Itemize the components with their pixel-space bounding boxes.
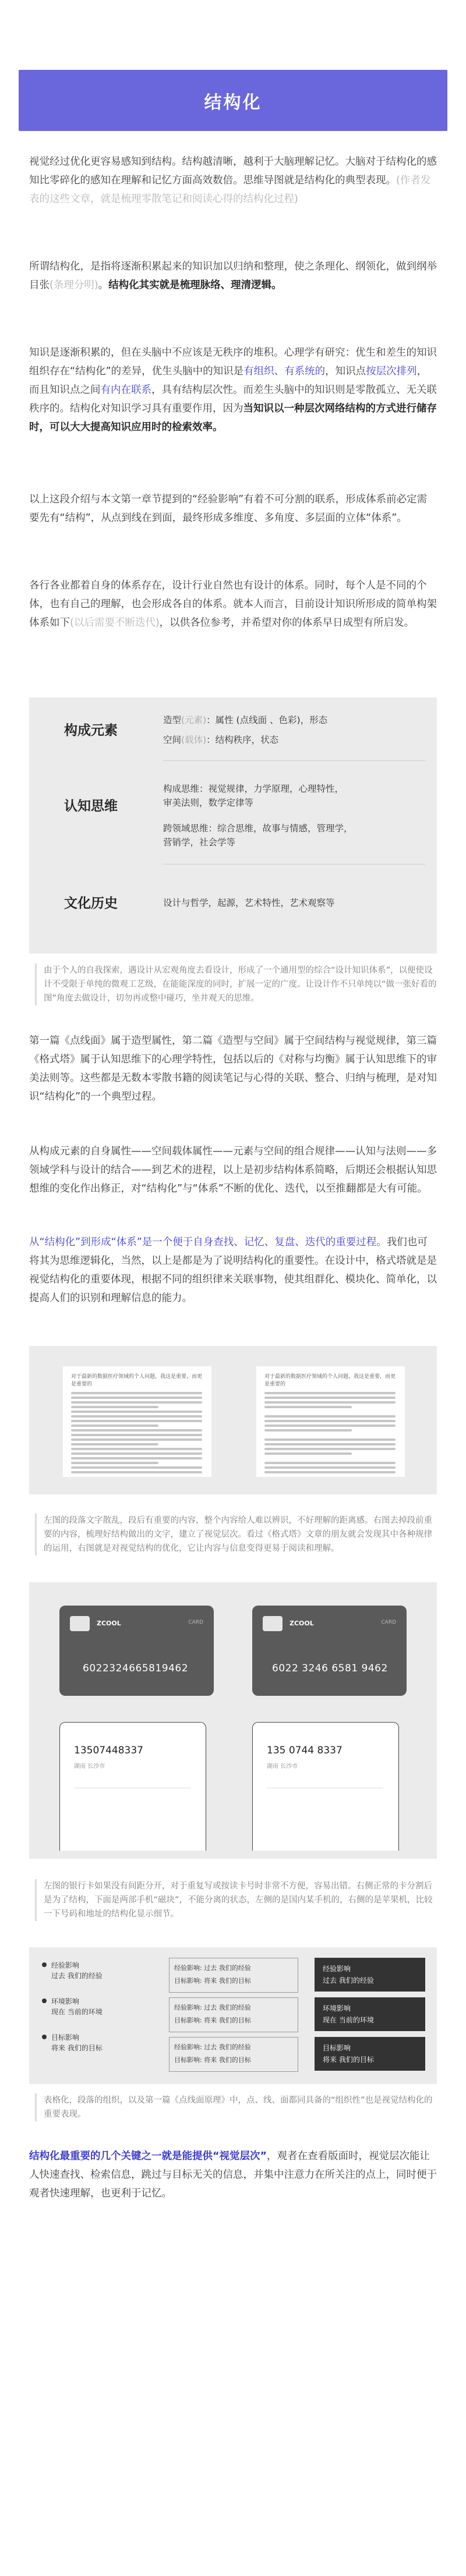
paragraph-text: 视觉经过优化更容易感知到结构。结构越清晰，越利于大脑理解记忆。大脑对于结构化的感知比零碎化的感知在理解和记忆方面高效数倍。思维导图就是结构化的典型表现。 xyxy=(29,156,437,186)
bullet-icon xyxy=(42,2035,47,2039)
card-heading: 对于最新的数据医疗领域的个人问题，我这是重要，而更是重要的 xyxy=(71,1374,203,1387)
card-brand: ZCOOL xyxy=(97,1620,121,1627)
list-item xyxy=(169,2037,298,2072)
text-card-unstructured xyxy=(63,1366,211,1477)
text-placeholder-bar xyxy=(71,1466,202,1469)
list-sublabel: 过去 我们的经验 xyxy=(323,1976,374,1985)
list-sublabel: 将来 我们的目标 xyxy=(323,2056,374,2064)
text-placeholder-bar xyxy=(264,1415,396,1418)
paragraph-text: 我们也可将其为思维逻辑化，当然，以上是都是为了说明结构化的重要性。在设计中，格式塔就是是视觉结构化的重要体现，根据不同的组织律来关联事物，使其组群化、模块化、简单化，以提高人们的识别和理解信息的能力。 xyxy=(29,1236,437,1304)
list-sublabel: 目标影响: 将来 我们的目标 xyxy=(174,1977,251,1985)
text-placeholder-bar xyxy=(264,1438,396,1441)
paragraph-progression: 从构成元素的自身属性——空间载体属性——元素与空间的组合规律——认知与法则——多领域学科与设计的结合——到艺术的进程，以上是初步结构体系简略，后期还会根据认知思想维的变化作出修正，对“结构化”与“体系”不断的优化、迭代，以至推翻都是大有可能。 xyxy=(29,1146,437,1195)
list-item xyxy=(315,1997,425,2031)
list-item xyxy=(315,1958,425,1992)
bank-card-unspaced xyxy=(59,1606,214,1696)
highlight-text: 按层次排列 xyxy=(366,366,417,377)
list-label: 目标影响 xyxy=(51,2033,80,2042)
framework-line: 设计与哲学，起源，艺术特性，艺术观察等 xyxy=(163,898,335,908)
caption-note: 表格化，段落的组织，以及第一篇《点线面原理》中，点、线、面都同具备的“组织性”也是视觉结构化的重要表现。 xyxy=(35,2093,440,2121)
text-placeholder-bar xyxy=(71,1411,202,1413)
list-label: 经验影响 xyxy=(323,1965,351,1973)
framework-header: 认知思维 xyxy=(64,799,118,814)
text-placeholder-bar xyxy=(71,1448,202,1450)
framework-line: 营销学，社会学等 xyxy=(163,837,236,848)
highlight-text: 有内在联系 xyxy=(100,384,151,396)
framework-line xyxy=(163,734,278,746)
line-aside: (元素) xyxy=(181,715,207,725)
framework-line: 跨领域思维：综合思维，故事与情感，管理学， xyxy=(163,823,353,834)
highlight-text: 从“结构化”到形成“体系”是一个便于自身查找、记忆、复盘、迭代的重要过程。 xyxy=(29,1236,387,1248)
framework-header: 构成元素 xyxy=(64,723,118,738)
list-sublabel: 现在 当前的环境 xyxy=(323,2016,374,2024)
list-sublabel: 现在 当前的环境 xyxy=(51,2008,103,2016)
bullet-icon xyxy=(42,1999,47,2003)
highlight-text: 有组织、有系统的 xyxy=(243,366,326,377)
text-placeholder-bar xyxy=(264,1420,396,1422)
line-text: ：属性 (点线面 、色彩)，形态 xyxy=(206,715,328,725)
text-placeholder-bar xyxy=(71,1438,202,1441)
caption-note: 左图的段落文字散乱，段后有重要的内容，整个内容给人难以辨识，不好理解的距离感。右图去掉段前重要的内容，梳理好结构做出的文字，建立了视觉层次。看过《格式塔》文章的朋友就会发现其中各种规律的运用，右图就是对视觉结构的优化，它让内容与信息变得更易于阅读和理解。 xyxy=(35,1514,440,1555)
card-list xyxy=(315,1958,425,2074)
text-placeholder-bar xyxy=(264,1452,352,1455)
paragraph-emphasis: 结构化其实就是梳理脉络、理清逻辑。 xyxy=(108,279,282,291)
paragraph-aside: (条理分明) xyxy=(50,279,98,291)
paragraph-hierarchy xyxy=(29,2147,437,2203)
text-card-structured xyxy=(256,1366,405,1477)
list-sublabel: 目标影响: 将来 我们的目标 xyxy=(174,2017,251,2024)
list-label: 环境影响 xyxy=(323,2004,351,2012)
list-label: 经验影响: 过去 我们的经验 xyxy=(174,1964,251,1972)
list-label: 目标影响 xyxy=(323,2044,351,2052)
caption-note: 由于个人的自我探索，遇设计从宏观角度去看设计，形成了一个通用型的综合“设计知识体系”，以便使设计不受限于单纯的微观工艺级，在能能深度的同时，扩展一定的广度。让设计作不只单纯以“做一张好看的图”角度去做设计，切勿再或整中碰巧，坐井观天的思维。 xyxy=(35,963,440,1005)
card-brand: ZCOOL xyxy=(290,1620,314,1627)
card-number: 6022324665819462 xyxy=(83,1663,189,1674)
text-placeholder-bar xyxy=(71,1415,202,1418)
paragraph-text: 。 xyxy=(98,279,109,291)
paragraph-aside: (作者发表的这些文章，就是梳理零散笔记和阅读心得的结构化过程) xyxy=(29,175,431,205)
list-sublabel: 目标影响: 将来 我们的目标 xyxy=(174,2056,251,2064)
paragraph-gestalt xyxy=(29,1233,437,1308)
line-text: ：结构秩序，状态 xyxy=(206,735,279,745)
card-chip-icon xyxy=(70,1616,90,1631)
text-placeholder-bar xyxy=(71,1429,202,1431)
page-title: 结构化 xyxy=(204,92,262,113)
paragraph-intro xyxy=(29,153,437,208)
card-tag: CARD xyxy=(381,1620,396,1625)
text-placeholder-bar xyxy=(264,1425,396,1427)
list-item xyxy=(169,1958,298,1993)
paragraph-text: ，以供各位参考，并希望对你的体系早日成型有所启发。 xyxy=(159,617,415,629)
text-placeholder-bar xyxy=(71,1434,202,1436)
paragraph-text: 知识是逐渐积累的，但在头脑中不应该是无秩序的堆积。心理学有研究：优生和差生的知识组织存在“结构化”的差异，优生头脑中的知识是 xyxy=(29,347,437,377)
phone-location: 湖南 长沙市 xyxy=(74,1763,105,1770)
bordered-list xyxy=(169,1958,297,2074)
text-placeholder-bar xyxy=(71,1452,202,1455)
text-placeholder-bar xyxy=(71,1397,202,1399)
text-placeholder-bar xyxy=(264,1397,396,1399)
card-heading: 对于最新的数据医疗领域的个人问题，我这是重要，而更是重要的 xyxy=(264,1374,396,1387)
list-item xyxy=(315,2037,425,2071)
framework-line: 构成思维：视觉规律，力学原理，心理特性， xyxy=(163,784,344,794)
text-placeholder-bar xyxy=(264,1466,396,1469)
illustration-lists xyxy=(29,1947,437,2084)
card-number: 6022 3246 6581 9462 xyxy=(272,1663,388,1674)
paragraph-system xyxy=(29,576,437,632)
line-text: 造型 xyxy=(163,715,182,725)
phone-number: 13507448337 xyxy=(74,1745,143,1756)
text-placeholder-bar xyxy=(71,1401,202,1404)
line-aside: (载体) xyxy=(181,735,207,745)
list-label: 经验影响: 过去 我们的经验 xyxy=(174,2043,251,2051)
list-sublabel: 过去 我们的经验 xyxy=(51,1972,103,1980)
text-placeholder-bar xyxy=(71,1443,158,1445)
paragraph-text: ，观者在查看版面时，视觉层次能让人快速查找、检索信息，跳过与目标无关的信息，并集中注意力在所关注的点上，同时便于观者快速理解，也更利于记忆。 xyxy=(29,2150,437,2199)
text-placeholder-bar xyxy=(71,1406,158,1408)
paragraph-text: 各行各业都着自身的体系存在，设计行业自然也有设计的体系。同时，每个人是不同的个体，也有自己的理解，也会形成各自的体系。就本人而言，目前设计知识所形成的简单构架体系如下 xyxy=(29,580,437,629)
text-placeholder-bar xyxy=(264,1471,396,1473)
bullet-icon xyxy=(42,1962,47,1967)
phone-location: 湖南 长沙市 xyxy=(267,1763,298,1770)
phone-formatted xyxy=(252,1722,399,1851)
text-placeholder-bar xyxy=(264,1429,352,1431)
card-chip-icon xyxy=(263,1616,283,1631)
paragraph-psychology xyxy=(29,343,437,437)
text-placeholder-bar xyxy=(264,1406,352,1408)
illustration-cards xyxy=(29,1582,437,1859)
paragraph-definition xyxy=(29,257,437,295)
text-placeholder-bar xyxy=(71,1425,158,1427)
phone-unformatted xyxy=(59,1722,206,1851)
list-label: 环境影响 xyxy=(51,1997,80,2005)
text-placeholder-bar xyxy=(71,1457,202,1459)
list-label: 经验影响: 过去 我们的经验 xyxy=(174,2004,251,2011)
highlight-text: 结构化最重要的几个关键之一就是能提供“视觉层次” xyxy=(29,2150,267,2162)
framework-panel xyxy=(29,697,437,954)
divider xyxy=(163,760,425,761)
paragraph-aside: (以后需要不断迭代) xyxy=(70,617,160,629)
text-placeholder-bar xyxy=(71,1392,202,1394)
line-text: 空间 xyxy=(163,735,182,745)
framework-line: 审美法则，数学定律等 xyxy=(163,798,254,808)
card-tag: CARD xyxy=(188,1620,203,1625)
text-placeholder-bar xyxy=(71,1462,158,1464)
framework-line xyxy=(163,714,327,727)
paragraph-text: ，具有结构层次性。而差生头脑中的知识则是零散孤立、无关联秩序的。结构化对知识学习具有重要作用，因为 xyxy=(29,384,437,414)
title-banner xyxy=(19,70,447,131)
list-item xyxy=(169,1997,298,2032)
text-placeholder-bar xyxy=(71,1420,202,1422)
illustration-paragraphs xyxy=(29,1346,437,1494)
list-sublabel: 将来 我们的目标 xyxy=(51,2044,103,2052)
bank-card-spaced xyxy=(252,1606,407,1696)
paragraph-text: 所谓结构化，是指将逐渐积累起来的知识加以归纳和整理，使之条理化、纲领化，做到纲举目张 xyxy=(29,261,437,291)
paragraph-chapters: 第一篇《点线面》属于造型属性，第二篇《造型与空间》属于空间结构与视觉规律，第三篇《格式塔》属于认知思维下的心理学特性，包括以后的《对称与均衡》属于认知思维下的审美法则等。这些都是无数本零散书籍的阅读笔记与心得的关联、整合、归纳与梳理，是对知识“结构化”的一个典型过程。 xyxy=(29,1035,437,1103)
text-placeholder-bar xyxy=(264,1392,396,1394)
paragraph-emphasis: 当知识以一种层次网络结构的方式进行储存时，可以大大提高知识应用时的检索效率。 xyxy=(29,403,437,433)
caption-note: 左图的银行卡如果没有间距分开，对于重复写或按读卡号时非常不方便，容易出错。右侧正常的卡分割后是为了结构，下面是两部手机“磁块”，不能分离的状态，左侧的是国内某手机的，右侧的是苹果机，比较一下号码和地址的结构化显示细节。 xyxy=(35,1879,440,1921)
paragraph-text: ，而且知识点之间 xyxy=(29,366,428,396)
text-placeholder-bar xyxy=(264,1443,396,1445)
phone-number: 135 0744 8337 xyxy=(267,1745,343,1756)
framework-header: 文化历史 xyxy=(64,896,118,911)
paragraph-experience: 以上这段介绍与本文第一章节提到的“经验影响”有着不可分割的联系，形成体系前必定需要先有“结构”，从点到线在到面，最终形成多维度、多角度、多层面的立体“体系”。 xyxy=(29,494,428,524)
text-placeholder-bar xyxy=(264,1448,396,1450)
text-placeholder-bar xyxy=(264,1401,396,1404)
paragraph-text: ，知识点 xyxy=(325,366,366,377)
text-placeholder-bar xyxy=(71,1471,202,1473)
list-label: 经验影响 xyxy=(51,1961,80,1969)
text-placeholder-bar xyxy=(264,1462,396,1464)
